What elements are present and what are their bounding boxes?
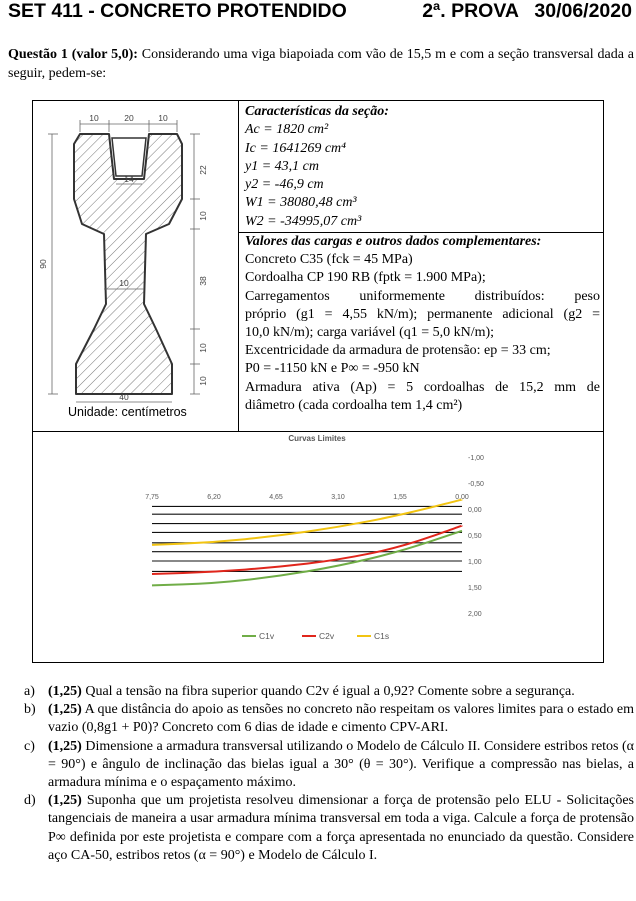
chart-y-tick-1: -0,50 (468, 481, 484, 488)
dim-top-center: 20 (124, 113, 134, 123)
chart-y-tick-labels (468, 455, 484, 618)
chart-x-tick-5: 0,00 (455, 494, 469, 501)
question-text: Considerando uma viga biapoiada com vão de 15,5 m e com a seção transversal dada a seguir, pedem-se: (8, 47, 634, 81)
prop-ac: Ac = 1820 cm² (245, 122, 329, 138)
prop-y1: y1 = 43,1 cm (245, 158, 319, 174)
dim-top-left: 10 (89, 113, 99, 123)
cross-section-drawing (34, 104, 234, 404)
load-line-2: próprio (g1 = 4,55 kN/m); permanente adicional (g2 = (245, 306, 600, 322)
legend-label-c2v: C2v (319, 631, 335, 641)
item-a-label: a) (24, 684, 35, 699)
item-b-label: b) (24, 702, 36, 718)
chart-x-tick-1: 6,20 (207, 494, 221, 501)
chart-legend (242, 631, 389, 641)
question-statement (8, 45, 634, 83)
unit-label: Unidade: centímetros (68, 405, 187, 419)
item-b-text: A que distância do apoio as tensões no concreto não respeitam os valores limites para o estado em vazio (0,8g1 + P0)? Concreto com 6 dias de idade e cimento CPV-ARI. (48, 702, 634, 736)
load-strand: Cordoalha CP 190 RB (fptk = 1.900 MPa); (245, 270, 486, 286)
dim-right-1: 22 (198, 165, 208, 175)
chart-y-tick-0: -1,00 (468, 455, 484, 462)
dim-web: 10 (119, 278, 129, 288)
item-d-points: (1,25) (48, 793, 82, 809)
prop-w2: W2 = -34995,07 cm³ (245, 213, 362, 229)
prop-y2: y2 = -46,9 cm (245, 177, 324, 193)
loads-title: Valores das cargas e outros dados complementares: (245, 234, 542, 249)
item-b-points: (1,25) (48, 702, 82, 718)
dim-right-5: 10 (198, 376, 208, 386)
dim-right-3: 38 (198, 276, 208, 286)
section-properties (245, 103, 600, 231)
load-ap-2: diâmetro (cada cordoalha tem 1,4 cm²) (245, 397, 463, 413)
item-c (24, 738, 634, 793)
question-items (24, 683, 634, 865)
legend-label-c1s: C1s (374, 631, 390, 641)
load-concrete: Concreto C35 (fck = 45 MPa) (245, 252, 413, 268)
chart-horizontal-lines (152, 506, 462, 571)
load-ap-1: Armadura ativa (Ap) = 5 cordoalhas de 15,2 mm de (245, 379, 600, 395)
legend-label-c1v: C1v (259, 631, 275, 641)
chart-x-tick-labels (145, 494, 469, 501)
load-eccentricity: Excentricidade da armadura de protensão: ep = 33 cm; (245, 343, 551, 359)
box-divider-vertical (238, 100, 239, 432)
item-a (24, 683, 634, 701)
chart-y-tick-4: 1,00 (468, 559, 482, 566)
page-header (8, 0, 632, 24)
chart-x-tick-0: 7,75 (145, 494, 159, 501)
prop-w1: W1 = 38080,48 cm³ (245, 195, 357, 211)
dim-right-4: 10 (198, 343, 208, 353)
chart-x-tick-3: 3,10 (331, 494, 345, 501)
item-c-label: c) (24, 738, 35, 754)
section-title: Características da seção: (245, 104, 389, 119)
item-c-text: Dimensione a armadura transversal utilizando o Modelo de Cálculo II. Considere estribos retos (α = 90°) e ângulo de inclinação das bielas igual a 30° (θ = 30°). Verifique a compressão nas bielas, a armadura mínima e o espaçamento máximo. (48, 738, 634, 791)
load-line-1: Carregamentos uniformemente distribuídos: peso (245, 288, 600, 304)
load-line-3: 10,0 kN/m); carga variável (q1 = 5,0 kN/m); (245, 325, 495, 341)
exam-title: 2ª. PROVA (422, 0, 519, 22)
question-label: Questão 1 (valor 5,0): (8, 47, 138, 62)
item-d-text: Suponha que um projetista resolveu dimensionar a força de protensão pelo ELU - Solicitações tangenciais de maneira a usar armadura mínima transversal em toda a viga. Calcule a força de protensão P∞ definida por este projetista e compare com a força apresentada no enunciado da questão. Considere aço CA-50, estribos retos (α = 90°) e Modelo de Cálculo I. (48, 793, 634, 863)
item-a-text: Qual a tensão na fibra superior quando C2v é igual a 0,92? Comente sobre a segurança. (81, 684, 575, 699)
dim-bottom: 40 (119, 392, 129, 402)
chart-title: Curvas Limites (288, 434, 346, 443)
item-c-points: (1,25) (48, 738, 82, 754)
prop-ic: Ic = 1641269 cm⁴ (245, 140, 347, 156)
item-d (24, 792, 634, 865)
chart-y-tick-3: 0,50 (468, 533, 482, 540)
box-divider-horizontal (32, 431, 604, 432)
dim-top-right: 10 (158, 113, 168, 123)
exam-date: 30/06/2020 (534, 0, 632, 22)
item-a-points: (1,25) (48, 684, 82, 699)
limit-curves-chart (132, 433, 502, 648)
item-b (24, 701, 634, 737)
load-data (245, 233, 600, 415)
chart-y-tick-6: 2,00 (468, 611, 482, 618)
load-prestress: P0 = -1150 kN e P∞ = -950 kN (245, 361, 420, 377)
chart-x-tick-4: 1,55 (393, 494, 407, 501)
chart-y-tick-2: 0,00 (468, 507, 482, 514)
course-title: SET 411 - CONCRETO PROTENDIDO (8, 0, 347, 22)
dim-inner-width: 14 (124, 174, 134, 184)
item-d-label: d) (24, 793, 36, 809)
chart-y-tick-5: 1,50 (468, 585, 482, 592)
chart-x-tick-2: 4,65 (269, 494, 283, 501)
dim-height: 90 (38, 259, 48, 269)
chart-series-c1v (152, 531, 462, 586)
dim-right-2: 10 (198, 211, 208, 221)
